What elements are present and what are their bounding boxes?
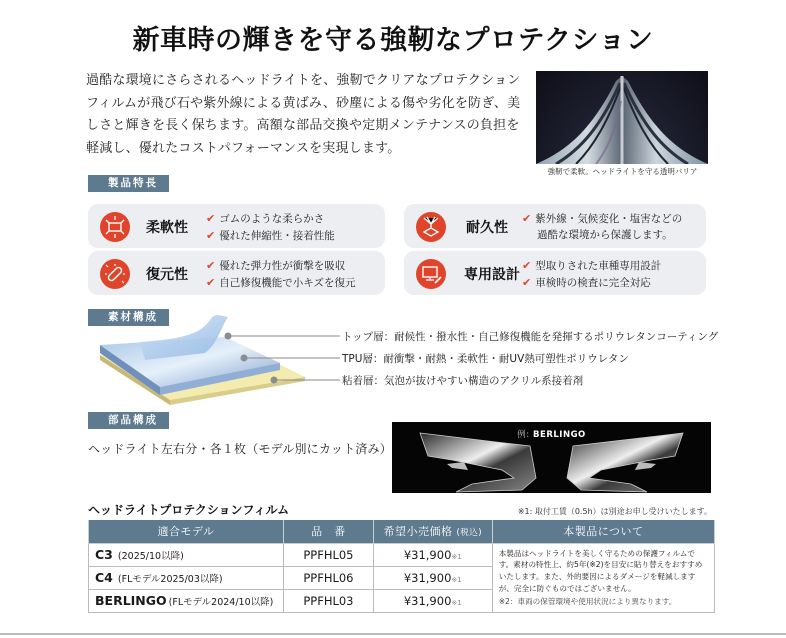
model-cell: BERLINGO (FLモデル2024/10以降) [89,589,284,612]
price-cell: ¥31,900※1 [373,543,492,566]
film-peel-illustration [536,71,708,164]
layer-diagram [100,315,350,405]
price-cell: ¥31,900※1 [373,566,492,589]
feature-name: 復元性 [146,267,188,283]
hero-caption: 強靭で柔軟。ヘッドライトを守る透明バリア [547,167,698,176]
feature-name: 耐久性 [466,220,508,236]
flex-icon [100,212,130,242]
check-icon: ✔ [206,212,216,225]
check-icon: ✔ [522,275,532,289]
page-title: 新車時の輝きを守る強靭なプロテクション [132,25,654,56]
header-about: 本製品について [492,520,714,543]
features-section-tag: 製品特長 [88,175,169,192]
layer-label-top: トップ層：耐候性・撥水性・自己修復機能を発揮するポリウレタンコーティング [342,331,719,343]
header-price: 希望小売価格 (税込) [373,520,492,543]
hero-image [536,71,708,164]
header-model: 適合モデル [89,520,284,543]
check-icon: ✔ [206,275,216,289]
about-cell: 本製品はヘッドライトを美しく守るための保護フィルムです。素材の特性上、約5年(※2)を目安に貼り替えをおすすめいたします。また、外的要因によるダメージを軽減しますが、完全に防ぐものではございません。 ※2：車両の保管環境や使用状況により異なります。 [492,543,714,613]
bottom-divider [0,633,786,635]
header-code: 品 番 [283,520,373,543]
feature-points: ✔ 優れた弾力性が衝撃を吸収 ✔ 自己修復機能で小キズを復元 [206,259,356,289]
code-cell: PPFHL03 [283,589,373,612]
intro-paragraph: 過酷な環境にさらされるヘッドライトを、強靭でクリアなプロテクションフィルムが飛び石や紫外線による黄ばみ、砂塵による傷や劣化を防ぎ、美しさと輝きを長く保ちます。高額な部品交換や定期メンテナンスの負担を軽減し、優れたコストパフォーマンスを実現します。 [86,73,521,156]
table-note: ※1: 取付工賃（0.5h）は別途お申し受けいたします。 [517,507,712,516]
layer-label-tpu: TPU層：耐衝撃・耐熱・柔軟性・耐UV熱可塑性ポリウレタン [342,353,629,365]
parts-section-tag: 部品構成 [88,412,169,429]
durability-icon [416,212,446,242]
code-cell: PPFHL06 [283,566,373,589]
custom-design-icon [416,259,446,289]
model-cell: C3 (2025/10以降) [89,543,284,566]
feature-card-custom-design [404,251,706,295]
check-icon: ✔ [522,259,532,272]
feature-card-flexibility [88,204,385,248]
price-cell: ¥31,900※1 [373,589,492,612]
feature-points: ✔ 型取りされた車種専用設計 ✔ 車検時の検査に完全対応 [522,259,662,289]
headlight-film-image [392,422,711,493]
parts-description: ヘッドライト左右分・各１枚（モデル別にカット済み） [88,442,392,456]
table-title: ヘッドライトプロテクションフィルム [88,503,290,517]
code-cell: PPFHL05 [283,543,373,566]
feature-points: ✔ ゴムのような柔らかさ ✔ 優れた伸縮性・接着性能 [206,212,335,242]
feature-card-durability [404,204,706,248]
material-section-tag: 素材構成 [88,309,169,326]
layer-label-adhesive: 粘着層：気泡が抜けやすい構造のアクリル系接着剤 [342,375,584,387]
table-header-row [89,520,715,543]
bandage-icon [100,259,130,289]
feature-name: 柔軟性 [146,220,188,236]
check-icon: ✔ [206,259,216,272]
product-table [88,520,715,613]
check-icon: ✔ [206,228,216,242]
model-cell: C4 (FLモデル2025/03以降) [89,566,284,589]
feature-points: ✔ 紫外線・気候変化・塩害などの 過酷な環境から保護します。 [522,212,683,241]
feature-card-resilience [88,251,385,295]
check-icon: ✔ [522,212,532,225]
feature-name: 専用設計 [464,267,520,283]
example-label: 例: BERLINGO [517,430,586,440]
table-row [89,543,715,566]
